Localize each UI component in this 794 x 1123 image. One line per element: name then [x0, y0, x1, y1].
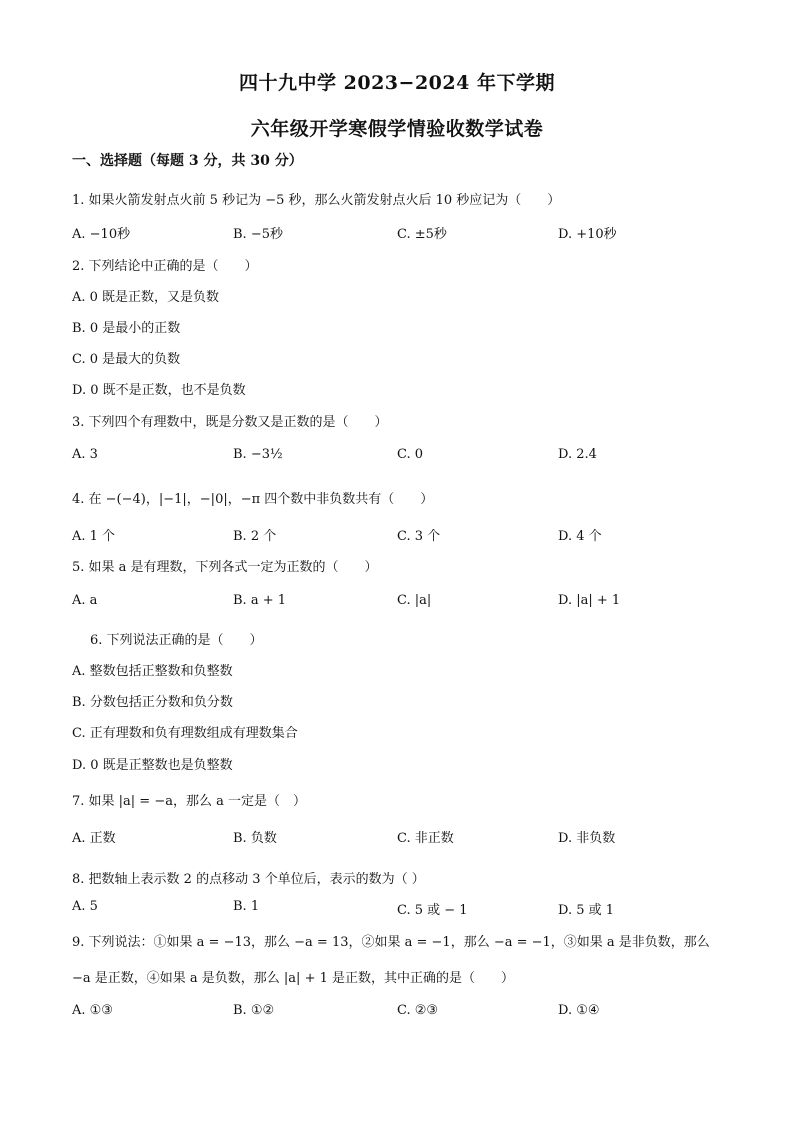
option-b: B. ①② [233, 1003, 275, 1018]
option-d: D. ①④ [558, 1003, 600, 1018]
option-a: A. a [72, 593, 98, 608]
question-2-option-c: C. 0 是最大的负数 [72, 352, 181, 367]
question-4-stem: 4. 在 −(−4)，|−1|，−|0|，−π 四个数中非负数共有（ ） [72, 492, 434, 507]
option-c: C. 5 或 − 1 [397, 903, 468, 918]
question-2-option-a: A. 0 既是正数，又是负数 [72, 290, 220, 305]
option-c: C. 0 [397, 447, 424, 462]
exam-title-line1: 四十九中学 2023−2024 年下学期 [239, 72, 555, 94]
option-d: D. |a| + 1 [558, 593, 621, 608]
question-3-options [0, 447, 794, 467]
question-8-stem: 8. 把数轴上表示数 2 的点移动 3 个单位后，表示的数为（ ） [72, 872, 425, 887]
option-a: A. ①③ [72, 1003, 113, 1018]
question-9-stem: 9. 下列说法：①如果 a = −13，那么 −a = 13，②如果 a = −1，那么 −a = −1，③如果 a 是非负数，那么 [72, 935, 710, 950]
option-d: D. 2.4 [558, 447, 597, 462]
question-1-options [0, 223, 794, 243]
section-heading: 一、选择题（每题 3 分，共 30 分） [72, 153, 303, 169]
option-b: B. −5秒 [233, 227, 283, 242]
question-6-stem: 6. 下列说法正确的是（ ） [90, 633, 263, 648]
option-c: C. 非正数 [397, 831, 454, 846]
option-b: B. 负数 [233, 831, 277, 846]
question-3-stem: 3. 下列四个有理数中，既是分数又是正数的是（ ） [72, 415, 388, 430]
option-c: C. ±5秒 [397, 227, 447, 242]
option-b: B. 2 个 [233, 529, 277, 544]
question-8-options [0, 899, 794, 919]
option-c: C. |a| [397, 593, 432, 608]
question-6-option-c: C. 正有理数和负有理数组成有理数集合 [72, 726, 298, 741]
option-b: B. 1 [233, 899, 260, 914]
option-c: C. ②③ [397, 1003, 439, 1018]
option-a: A. 3 [72, 447, 98, 462]
option-a: A. −10秒 [72, 227, 131, 242]
question-6-option-d: D. 0 既是正整数也是负整数 [72, 758, 233, 773]
question-4-options [0, 525, 794, 545]
question-9-stem-continued: −a 是正数，④如果 a 是负数，那么 |a| + 1 是正数，其中正确的是（ ） [72, 971, 514, 986]
question-7-stem: 7. 如果 |a| = −a，那么 a 一定是（ ） [72, 794, 306, 809]
option-a: A. 正数 [72, 831, 116, 846]
question-6-option-b: B. 分数包括正分数和负分数 [72, 695, 233, 710]
option-d: D. 非负数 [558, 831, 616, 846]
option-b: B. −3½ [233, 447, 283, 462]
option-a: A. 1 个 [72, 529, 116, 544]
question-5-options [0, 593, 794, 613]
option-d: D. 4 个 [558, 529, 602, 544]
question-1-stem: 1. 如果火箭发射点火前 5 秒记为 −5 秒，那么火箭发射点火后 10 秒应记为（ ） [72, 193, 561, 208]
question-2-option-d: D. 0 既不是正数，也不是负数 [72, 383, 246, 398]
question-5-stem: 5. 如果 a 是有理数，下列各式一定为正数的（ ） [72, 560, 378, 575]
option-d: D. 5 或 1 [558, 903, 615, 918]
exam-title-line2: 六年级开学寒假学情验收数学试卷 [250, 118, 544, 140]
option-b: B. a + 1 [233, 593, 286, 608]
option-d: D. +10秒 [558, 227, 617, 242]
question-2-option-b: B. 0 是最小的正数 [72, 321, 181, 336]
question-9-options [0, 1003, 794, 1023]
option-a: A. 5 [72, 899, 98, 914]
question-2-stem: 2. 下列结论中正确的是（ ） [72, 259, 258, 274]
question-6-option-a: A. 整数包括正整数和负整数 [72, 664, 233, 679]
option-c: C. 3 个 [397, 529, 441, 544]
question-7-options [0, 827, 794, 847]
